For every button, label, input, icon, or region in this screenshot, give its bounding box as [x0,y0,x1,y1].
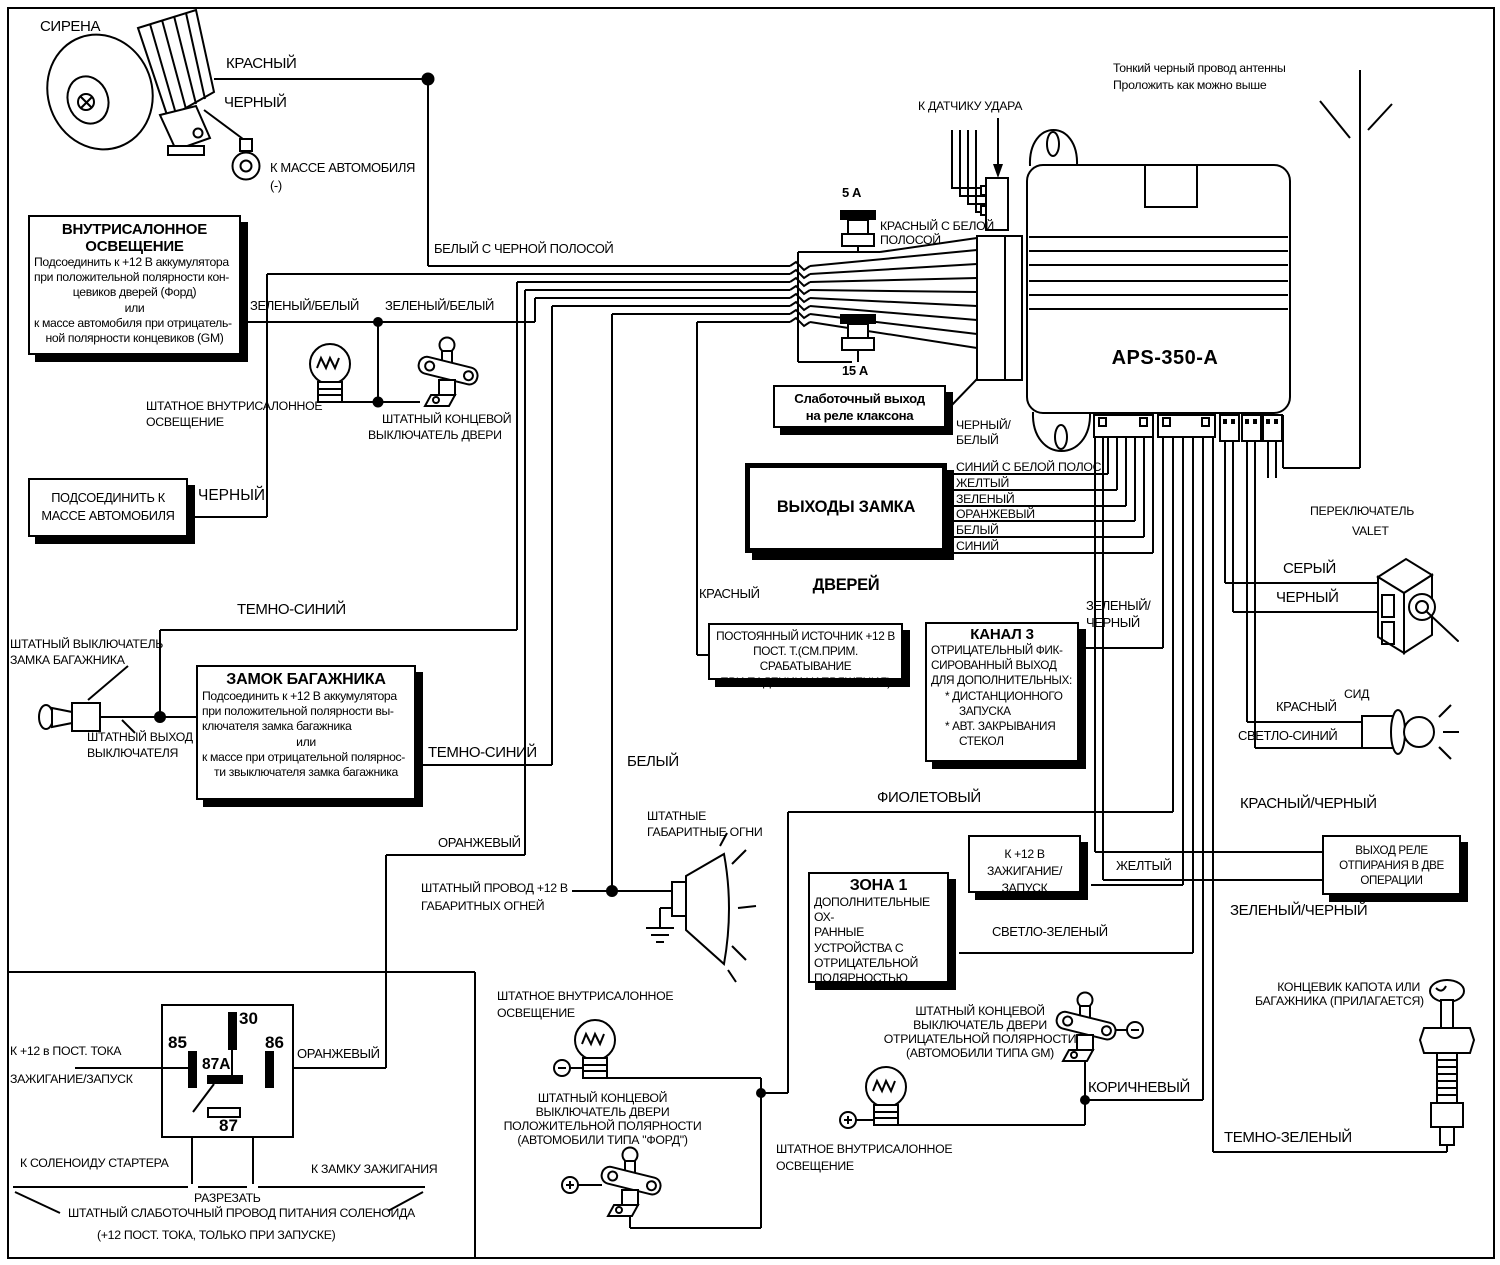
shock-sensor-wires [952,118,1008,230]
callout-trunk-out-1: ШТАТНЫЙ ВЫХОД [87,730,193,744]
trunk-lock-body-line: к массе при отрицательной полярнос- [202,749,405,764]
trunk-lock-body-line: Подсоединить к +12 В аккумулятора [202,689,397,703]
valet-label-2: VALET [1352,524,1389,538]
hood-switch-line-2: БАГАЖНИКА (ПРИЛАГАЕТСЯ) [1255,994,1424,1009]
fuse-15a-icon [840,314,876,362]
relay-feed-1: К +12 в ПОСТ. ТОКА [10,1044,122,1058]
relay-terminal-87: 87 [219,1116,238,1135]
channel3-body-line: * АВТ. ЗАКРЫВАНИЯ [945,719,1056,734]
wire-label-black-ground: ЧЕРНЫЙ [198,487,266,504]
led-icon [1362,705,1459,759]
ign12-line-2: ЗАЖИГАНИЕ/ЗАПУСК [987,864,1062,895]
unlock-relay-line-2: ОТПИРАНИЯ В ДВЕ [1339,859,1444,872]
horn-relay-line-1: Слаботочный выход [794,391,925,406]
door-locks-box [745,463,947,594]
callout-std-interior-1: ШТАТНОЕ ВНУТРИСАЛОННОЕ [146,399,323,413]
trunk-lock-body-line: ключателя замка багажника [202,719,352,734]
ford-switch-line-3: ПОЛОЖИТЕЛЬНОЙ ПОЛЯРНОСТИ [503,1119,702,1134]
ignition-12v-box [968,835,1081,893]
wire-label-yellow-dl: ЖЕЛТЫЙ [956,476,1010,490]
parking-lamp-icon [672,833,756,982]
ford-bulb-icon [575,1020,615,1078]
white-net [572,314,679,942]
relay-terminal-86: 86 [265,1033,284,1052]
interior-light-net [245,298,535,408]
unlock-relay-line-3: ОПЕРАЦИИ [1360,874,1423,887]
wire-label-siren-red: КРАСНЫЙ [226,55,297,72]
gm-switch-line-2: ВЫКЛЮЧАТЕЛЬ ДВЕРИ [913,1018,1047,1033]
zone1-box [808,872,949,986]
interior-light-body-line: Подсоединить к +12 В аккумулятора [34,255,229,269]
ground-box [28,478,188,537]
channel3-body-line: СТЕКОЛ [959,734,1004,749]
wire-label-green-white-b: ЗЕЛЕНЫЙ/БЕЛЫЙ [385,298,494,313]
wire-label-red-black: КРАСНЫЙ/ЧЕРНЫЙ [1240,795,1377,812]
const-source-line-2: ПОСТ. Т.(СМ.ПРИМ. СРАБАТЫВАНИЕ [753,644,858,674]
siren-ground-label-2: (-) [270,178,282,193]
ford-switch-line-1: ШТАТНЫЙ КОНЦЕВОЙ [537,1091,668,1105]
callout-ford-switch [495,1091,710,1148]
wire-label-black-white-1: ЧЕРНЫЙ/ [956,418,1011,432]
unit-model-label: APS-350-A [1111,347,1219,369]
hood-switch-line-1: КОНЦЕВИК КАПОТА ИЛИ [1277,980,1420,994]
wire-label-dark-blue-b: ТЕМНО-СИНИЙ [428,744,537,761]
relay-terminal-30: 30 [239,1009,258,1028]
ign12-line-1: К +12 В [1004,847,1045,861]
wire-label-blue-dl: СИНИЙ [956,539,999,553]
callout-ford-light-1: ШТАТНОЕ ВНУТРИСАЛОННОЕ [497,989,674,1003]
wire-label-violet: ФИОЛЕТОВЫЙ [877,789,981,806]
alarm-unit [1027,130,1290,451]
wire-label-red-white-2: ПОЛОСОЙ [880,233,941,247]
ground-box-line-1: ПОДСОЕДИНИТЬ К [51,490,165,505]
gm-switch-line-3: ОТРИЦАТЕЛЬНОЙ ПОЛЯРНОСТИ [883,1032,1077,1047]
relay-note-2: (+12 ПОСТ. ТОКА, ТОЛЬКО ПРИ ЗАПУСКЕ) [97,1228,336,1242]
ford-switch-line-4: (АВТОМОБИЛИ ТИПА "ФОРД") [517,1133,688,1148]
unlock-relay-line-1: ВЫХОД РЕЛЕ [1355,844,1428,857]
callout-trunk-switch-1: ШТАТНЫЙ ВЫКЛЮЧАТЕЛЬ [10,637,164,651]
interior-light-box [28,215,241,355]
interior-bulb-icon [310,344,350,402]
relay-to-ignition: К ЗАМКУ ЗАЖИГАНИЯ [311,1162,438,1176]
wire-label-green-black-lower: ЗЕЛЕНЫЙ/ЧЕРНЫЙ [1230,902,1368,919]
antenna-wire [1283,70,1392,468]
ford-switch-line-2: ВЫКЛЮЧАТЕЛЬ ДВЕРИ [535,1105,670,1120]
channel3-body-line: СИРОВАННЫЙ ВЫХОД [931,658,1057,673]
hood-switch-icon [1420,980,1474,1145]
interior-light-title-2: ОСВЕЩЕНИЕ [85,238,184,255]
trunk-lock-title: ЗАМОК БАГАЖНИКА [226,671,386,688]
zone1-body-line: РАННЫЕ УСТРОЙСТВА С [814,925,904,955]
interior-light-body-line: при положительной полярности кон- [34,270,229,285]
callout-gm-light-2: ОСВЕЩЕНИЕ [776,1159,854,1173]
wire-label-green-black-1: ЗЕЛЕНЫЙ/ [1086,598,1151,613]
valet-label-1: ПЕРЕКЛЮЧАТЕЛЬ [1310,504,1415,518]
horn-relay-box [773,385,946,428]
interior-light-body-line: к массе автомобиля при отрицатель- [34,315,232,330]
wire-label-gray: СЕРЫЙ [1283,560,1336,577]
wire-label-orange-relay: ОРАНЖЕВЫЙ [297,1046,380,1061]
relay-to-solenoid: К СОЛЕНОИДУ СТАРТЕРА [20,1156,169,1170]
callout-hood-switch [1255,980,1424,1009]
callout-trunk-out-2: ВЫКЛЮЧАТЕЛЯ [87,746,179,760]
wire-label-black-white-2: БЕЛЫЙ [956,433,999,447]
callout-std-interior-2: ОСВЕЩЕНИЕ [146,415,224,429]
callout-std-door-1: ШТАТНЫЙ КОНЦЕВОЙ [382,412,512,426]
wire-label-white-center: БЕЛЫЙ [627,753,679,770]
gm-switch-line-4: (АВТОМОБИЛИ ТИПА GM) [906,1046,1054,1061]
wire-label-white-black-stripe: БЕЛЫЙ С ЧЕРНОЙ ПОЛОСОЙ [434,241,614,256]
wire-label-siren-black: ЧЕРНЫЙ [224,94,287,111]
shock-sensor-label: К ДАТЧИКУ УДАРА [918,99,1023,113]
callout-park-1: ШТАТНЫЕ [647,809,706,823]
relay-terminal-87a: 87А [202,1056,231,1073]
const-source-box [708,623,903,689]
valet-switch-icon [1378,559,1458,653]
wire-label-green-dl: ЗЕЛЕНЫЙ [956,492,1015,506]
interior-light-body-line: или [124,300,145,315]
door-locks-title: ВЫХОДЫ ЗАМКА ДВЕРЕЙ [776,498,916,594]
callout-trunk-switch-2: ЗАМКА БАГАЖНИКА [10,653,125,667]
callout-ford-light-2: ОСВЕЩЕНИЕ [497,1006,575,1020]
trunk-lock-body-line: ти звыключателя замка багажника [214,765,398,780]
wire-label-yellow: ЖЕЛТЫЙ [1116,858,1172,873]
wire-label-orange-dl: ОРАНЖЕВЫЙ [956,507,1035,521]
wire-label-green-black-2: ЧЕРНЫЙ [1086,615,1140,630]
horn-relay-line-2: на реле клаксона [805,408,914,423]
antenna-note-1: Тонкий черный провод антенны [1113,61,1286,75]
const-source-line-3: ПРИ ПАДЕНИИ НАПРЯЖЕНИЯ) [720,674,891,689]
interior-light-title-1: ВНУТРИСАЛОННОЕ [61,221,208,238]
antenna-note-2: Проложить как можно выше [1113,78,1267,92]
wire-label-black-valet: ЧЕРНЫЙ [1276,589,1339,606]
ground-box-line-2: МАССЕ АВТОМОБИЛЯ [41,508,175,523]
main-connector [950,236,1022,407]
gm-bulb-icon [866,1067,906,1125]
unlock-relay-box [1322,835,1461,895]
wire-label-red-white-1: КРАСНЫЙ С БЕЛОЙ [880,219,994,233]
relay-feed-2: ЗАЖИГАНИЕ/ЗАПУСК [10,1072,133,1086]
wire-label-dark-green: ТЕМНО-ЗЕЛЕНЫЙ [1224,1129,1352,1146]
wire-label-orange-a: ОРАНЖЕВЫЙ [438,835,521,850]
wire-label-red-led: КРАСНЫЙ [1276,699,1337,714]
callout-park-wire-1: ШТАТНЫЙ ПРОВОД +12 В [421,881,568,895]
callout-gm-light-1: ШТАТНОЕ ВНУТРИСАЛОННОЕ [776,1142,953,1156]
fuse-5a-icon [840,210,876,252]
wire-label-dark-blue-a: ТЕМНО-СИНИЙ [237,601,346,618]
const-source-line-1: ПОСТОЯННЫЙ ИСТОЧНИК +12 В [716,629,895,643]
trunk-lock-body-line: при положительной полярности вы- [202,704,394,719]
channel3-body-line: ОТРИЦАТЕЛЬНЫЙ ФИК- [931,643,1063,657]
siren-label: СИРЕНА [40,18,101,35]
led-label: СИД [1344,687,1370,701]
wire-label-brown: КОРИЧНЕВЫЙ [1088,1079,1190,1096]
red-const-net [697,322,708,655]
interior-light-body-line: ной полярности концевиков (GM) [45,331,224,346]
starter-relay-icon [13,1005,425,1213]
channel3-body-line: ЗАПУСКА [959,703,1011,718]
channel3-title: КАНАЛ 3 [970,626,1034,643]
callout-gm-switch [880,1004,1080,1061]
siren-ground-label-1: К МАССЕ АВТОМОБИЛЯ [270,160,415,175]
relay-cut-label: РАЗРЕЗАТЬ [194,1191,261,1205]
interior-light-body-line: цевиков дверей (Форд) [72,285,197,300]
wire-label-blue-white: СИНИЙ С БЕЛОЙ ПОЛОС. [956,460,1105,474]
wire-label-light-green: СВЕТЛО-ЗЕЛЕНЫЙ [992,924,1108,939]
channel3-box [925,622,1079,762]
wire-label-red-const: КРАСНЫЙ [699,586,760,601]
gm-switch-line-1: ШТАТНЫЙ КОНЦЕВОЙ [915,1004,1045,1018]
ford-door-switch-icon [600,1148,662,1217]
ring-terminal-icon [204,110,260,180]
fuse-15a-label: 15 А [842,363,868,378]
relay-terminal-85: 85 [168,1033,187,1052]
trunk-lock-body-line: или [296,734,316,749]
zone1-title: ЗОНА 1 [849,877,908,894]
fuse-5a-label: 5 А [842,185,862,200]
zone1-body-line: ПОЛЯРНОСТЬЮ [814,971,908,986]
wire-label-green-white-a: ЗЕЛЕНЫЙ/БЕЛЫЙ [250,298,359,313]
wire-label-light-blue: СВЕТЛО-СИНИЙ [1238,728,1338,743]
door-pin-switch-icon [417,338,479,407]
zone1-body-line: ОТРИЦАТЕЛЬНОЙ [814,955,919,970]
trunk-switch-icon [39,703,103,731]
wire-label-white-dl: БЕЛЫЙ [956,523,999,537]
relay-note-1: ШТАТНЫЙ СЛАБОТОЧНЫЙ ПРОВОД ПИТАНИЯ СОЛЕНОИДА [68,1206,415,1220]
callout-park-2: ГАБАРИТНЫЕ ОГНИ [647,825,763,839]
channel3-body-line: ДЛЯ ДОПОЛНИТЕЛЬНЫХ: [931,673,1072,688]
bottom-connectors [1094,415,1282,441]
callout-std-door-2: ВЫКЛЮЧАТЕЛЬ ДВЕРИ [368,428,502,442]
trunk-lock-box [196,665,416,800]
zone1-body-line: ДОПОЛНИТЕЛЬНЫЕ ОХ- [814,895,930,925]
callout-park-wire-2: ГАБАРИТНЫХ ОГНЕЙ [421,899,545,913]
channel3-body-line: * ДИСТАНЦИОННОГО [945,688,1063,703]
